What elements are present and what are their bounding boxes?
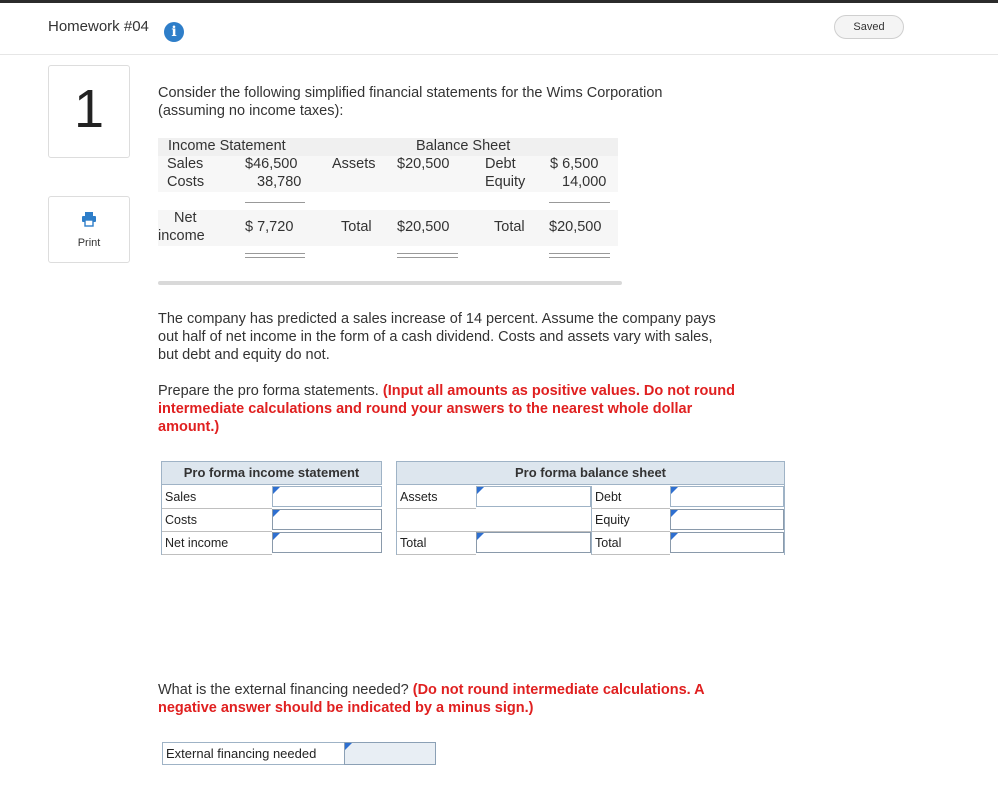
statement-band-2 <box>158 156 618 174</box>
sales-value: $46,500 <box>245 156 298 172</box>
balance-sheet-title: Balance Sheet <box>416 138 511 154</box>
pf-total-le-input[interactable] <box>670 532 784 553</box>
header-bar <box>0 3 998 55</box>
pf-costs-input[interactable] <box>272 509 382 530</box>
statement-band-3 <box>158 174 618 192</box>
efn-label: External financing needed <box>162 742 345 765</box>
debt-label: Debt <box>485 156 516 172</box>
net-income-value: $ 7,720 <box>245 219 294 235</box>
income-statement-title: Income Statement <box>168 138 286 154</box>
pf-sales-input[interactable] <box>272 486 382 507</box>
instruction-red-3: amount.) <box>158 419 220 435</box>
pf-net-income-label: Net income <box>162 532 272 555</box>
pf-debt-input[interactable] <box>670 486 784 507</box>
equity-label: Equity <box>485 174 526 190</box>
pf-total-assets-label: Total <box>397 532 476 555</box>
le-double-underline-2 <box>549 257 610 258</box>
pf-assets-label: Assets <box>397 486 476 509</box>
intro-line-1: Consider the following simplified financial statements for the Wims Corporation <box>158 85 663 101</box>
efn-question-plain: What is the external financing needed? <box>158 682 413 698</box>
pf-sales-label: Sales <box>162 486 272 509</box>
pf-costs-label: Costs <box>162 509 272 532</box>
assignment-title: Homework #04 <box>48 18 149 35</box>
efn-question-line-1 <box>158 681 705 699</box>
instruction-plain: Prepare the pro forma statements. <box>158 383 383 399</box>
pro-forma-balance-header: Pro forma balance sheet <box>396 461 785 485</box>
net-double-underline-2 <box>245 257 305 258</box>
debt-value: $ 6,500 <box>550 156 599 172</box>
paragraph-line-2: out half of net income in the form of a cash dividend. Costs and assets vary with sales, <box>158 329 713 345</box>
printer-icon <box>81 211 97 227</box>
horizontal-scrollbar[interactable] <box>158 281 622 285</box>
costs-label: Costs <box>167 174 205 190</box>
total-le-value: $20,500 <box>549 219 602 235</box>
paragraph-line-1: The company has predicted a sales increase of 14 percent. Assume the company pays <box>158 311 716 327</box>
efn-red-2: negative answer should be indicated by a minus sign.) <box>158 700 534 716</box>
pf-equity-input[interactable] <box>670 509 784 530</box>
question-number-box <box>48 65 130 158</box>
total-assets-value: $20,500 <box>397 219 450 235</box>
pf-debt-label: Debt <box>591 486 670 509</box>
costs-value: 38,780 <box>257 174 302 190</box>
total-assets-label: Total <box>341 219 372 235</box>
saved-status-badge: Saved <box>834 15 904 39</box>
efn-red-1: (Do not round intermediate calculations. A <box>412 682 705 698</box>
intro-line-2: (assuming no income taxes): <box>158 103 344 119</box>
pf-assets-input[interactable] <box>476 486 591 507</box>
costs-underline <box>245 202 305 203</box>
equity-underline <box>549 202 610 203</box>
net-double-underline-1 <box>245 253 305 254</box>
net-label-line-1: Net <box>174 210 197 226</box>
table-border-right <box>784 485 785 555</box>
equity-value: 14,000 <box>562 174 607 190</box>
info-icon[interactable]: i <box>164 22 184 42</box>
pf-blank-input-cell <box>476 509 591 532</box>
assets-value: $20,500 <box>397 156 450 172</box>
efn-input[interactable] <box>344 742 436 765</box>
sales-label: Sales <box>167 156 204 172</box>
print-label: Print <box>77 237 101 249</box>
le-double-underline-1 <box>549 253 610 254</box>
pro-forma-income-header: Pro forma income statement <box>161 461 382 485</box>
paragraph-line-3: but debt and equity do not. <box>158 347 330 363</box>
assets-double-underline-2 <box>397 257 458 258</box>
question-number: 1 <box>73 79 105 139</box>
assets-label: Assets <box>332 156 376 172</box>
pf-total-assets-input[interactable] <box>476 532 591 553</box>
assets-double-underline-1 <box>397 253 458 254</box>
pf-total-le-label: Total <box>591 532 670 555</box>
pf-net-income-input[interactable] <box>272 532 382 553</box>
pf-blank-cell <box>397 509 476 532</box>
net-label-line-2: income <box>158 228 205 244</box>
instruction-red-2: intermediate calculations and round your answers to the nearest whole dollar <box>158 401 693 417</box>
instruction-red-1: (Input all amounts as positive values. Do not round <box>382 383 735 399</box>
instruction-line-1 <box>158 382 735 400</box>
total-le-label: Total <box>494 219 525 235</box>
print-button[interactable] <box>48 196 130 263</box>
pf-equity-label: Equity <box>591 509 670 532</box>
